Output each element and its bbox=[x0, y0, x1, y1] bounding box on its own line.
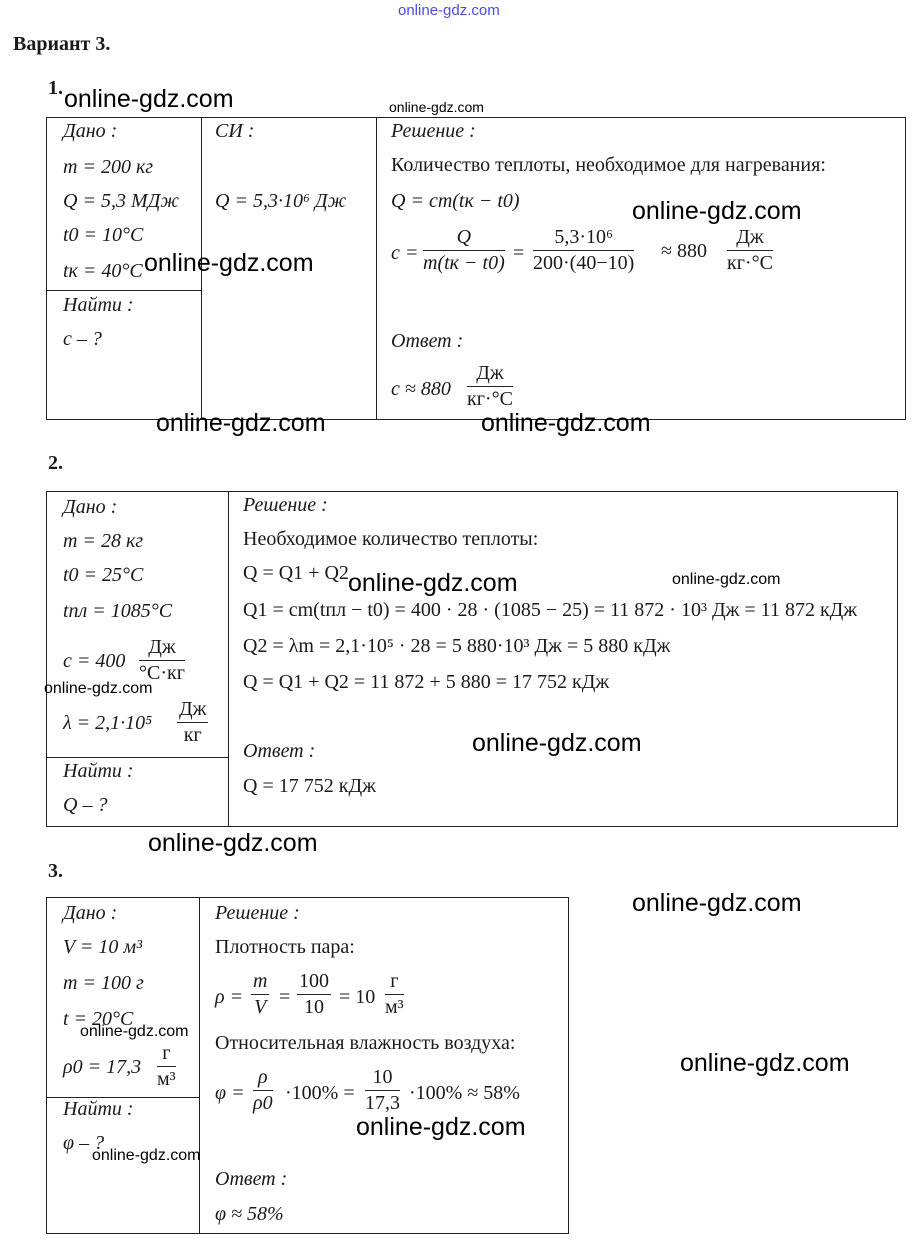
p1-calc-frac2-den: 200·(40−10) bbox=[533, 252, 635, 274]
p3-find: φ – ? bbox=[63, 1132, 105, 1154]
p3-density-frac2-num: 100 bbox=[297, 970, 331, 995]
watermark: online-gdz.com bbox=[481, 409, 651, 437]
p2-answer: Q = 17 752 кДж bbox=[243, 775, 376, 797]
p2-given-tpl: tпл = 1085°C bbox=[63, 600, 173, 622]
watermark: online-gdz.com bbox=[156, 409, 326, 437]
p3-unit-rho0-den: м³ bbox=[157, 1068, 176, 1090]
p1-unit-fraction bbox=[727, 226, 773, 275]
p3-solution-label: Решение : bbox=[215, 902, 300, 924]
p3-density-text: Плотность пара: bbox=[215, 936, 355, 958]
p2-unit-c-den: °C·кг bbox=[139, 662, 185, 684]
p3-density-frac-2 bbox=[297, 970, 331, 1019]
p3-humidity-frac2-den: 17,3 bbox=[365, 1092, 400, 1114]
p2-unit-c bbox=[139, 636, 185, 685]
p1-answer: c ≈ 880 bbox=[391, 378, 451, 400]
p3-humidity-text: Относительная влажность воздуха: bbox=[215, 1032, 516, 1054]
p3-given-rho0: ρ0 = 17,3 bbox=[63, 1056, 142, 1078]
p3-humidity-lhs: φ = bbox=[215, 1082, 245, 1104]
p2-solution-label: Решение : bbox=[243, 494, 328, 516]
p3-humidity-frac1-num: ρ bbox=[253, 1066, 273, 1091]
p3-answer-label: Ответ : bbox=[215, 1168, 288, 1190]
watermark: online-gdz.com bbox=[148, 829, 318, 857]
p2-given-t0: t0 = 25°C bbox=[63, 564, 144, 586]
p2-line-4: Q = Q1 + Q2 = 11 872 + 5 880 = 17 752 кДж bbox=[243, 671, 610, 693]
p3-density-frac1-num: m bbox=[251, 970, 269, 995]
p3-find-label: Найти : bbox=[63, 1098, 134, 1120]
watermark: online-gdz.com bbox=[92, 1147, 201, 1164]
p1-formula: Q = cm(tк − t0) bbox=[391, 190, 520, 212]
p3-given-mass: m = 100 г bbox=[63, 972, 144, 994]
watermark: online-gdz.com bbox=[632, 889, 802, 917]
p3-humidity-mid: ·100% = bbox=[285, 1082, 355, 1104]
p3-unit-rho0-num: г bbox=[157, 1042, 176, 1067]
p3-density-unit-den: м³ bbox=[385, 996, 404, 1018]
p2-find: Q – ? bbox=[63, 794, 108, 816]
watermark: online-gdz.com bbox=[472, 729, 642, 757]
p2-unit-l-den: кг bbox=[183, 724, 202, 746]
watermark: online-gdz.com bbox=[144, 249, 314, 277]
p1-calc-frac1-den: m(tк − t0) bbox=[423, 252, 505, 274]
p3-unit-rho0 bbox=[157, 1042, 176, 1091]
p1-answer-label: Ответ : bbox=[391, 330, 464, 352]
p3-equals-sign: = bbox=[279, 986, 291, 1008]
p3-given-temp: t = 20°C bbox=[63, 1008, 134, 1030]
p3-humidity-frac-2 bbox=[365, 1066, 400, 1115]
p1-calc-frac1-num: Q bbox=[423, 226, 505, 251]
p2-given-c: c = 400 bbox=[63, 650, 126, 672]
p2-find-label: Найти : bbox=[63, 760, 134, 782]
p2-given-mass: m = 28 кг bbox=[63, 530, 144, 552]
p1-calc-fraction-2 bbox=[533, 226, 634, 275]
p3-answer: φ ≈ 58% bbox=[215, 1203, 284, 1225]
p1-solution-text: Количество теплоты, необходимое для нагревания: bbox=[391, 154, 826, 176]
p3-density-result: = 10 bbox=[339, 986, 376, 1008]
watermark: online-gdz.com bbox=[356, 1113, 526, 1141]
p1-answer-unit bbox=[467, 362, 513, 411]
p3-humidity-frac-1 bbox=[253, 1066, 273, 1115]
p3-given-label: Дано : bbox=[63, 902, 118, 924]
p3-density-frac1-den: V bbox=[254, 996, 267, 1018]
watermark: online-gdz.com bbox=[680, 1049, 850, 1077]
p2-line-2: Q1 = cm(tпл − t0) = 400 · 28 · (1085 − 25) = 11 872 · 10³ Дж = 11 872 кДж bbox=[243, 599, 858, 621]
p1-unit-num: Дж bbox=[727, 226, 773, 251]
p1-given-mass: m = 200 кг bbox=[63, 156, 154, 178]
watermark: online-gdz.com bbox=[389, 99, 484, 115]
p1-given-t0: t0 = 10°C bbox=[63, 224, 144, 246]
p2-line-3: Q2 = λm = 2,1·10⁵ · 28 = 5 880·10³ Дж = 5 880 кДж bbox=[243, 635, 671, 657]
p1-calc-fraction-1 bbox=[423, 226, 505, 275]
p3-density-unit bbox=[385, 970, 404, 1019]
p3-density-frac2-den: 10 bbox=[304, 996, 324, 1018]
p2-unit-c-num: Дж bbox=[139, 636, 185, 661]
p2-unit-lambda bbox=[177, 698, 208, 747]
p3-density-unit-num: г bbox=[385, 970, 404, 995]
p2-line-1: Q = Q1 + Q2 bbox=[243, 562, 349, 584]
p1-calc-result: ≈ 880 bbox=[661, 240, 707, 262]
p1-answer-unit-den: кг·°C bbox=[467, 388, 513, 410]
p3-given-volume: V = 10 м³ bbox=[63, 936, 143, 958]
p2-answer-label: Ответ : bbox=[243, 740, 316, 762]
p1-solution-label: Решение : bbox=[391, 120, 476, 142]
p1-calc-frac2-num: 5,3·10⁶ bbox=[533, 226, 634, 251]
watermark: online-gdz.com bbox=[80, 1023, 189, 1040]
p2-given-label: Дано : bbox=[63, 496, 118, 518]
p1-si-label: СИ : bbox=[215, 120, 255, 142]
problem-1-number: 1. bbox=[48, 77, 63, 99]
p1-calc-lhs: c = bbox=[391, 242, 419, 264]
p3-humidity-result: ·100% ≈ 58% bbox=[409, 1082, 520, 1104]
p2-solution-text: Необходимое количество теплоты: bbox=[243, 528, 539, 550]
p1-find-label: Найти : bbox=[63, 294, 134, 316]
p2-unit-l-num: Дж bbox=[177, 698, 208, 723]
p3-humidity-frac1-den: ρ0 bbox=[253, 1092, 273, 1114]
watermark: online-gdz.com bbox=[632, 197, 802, 225]
header-watermark: online-gdz.com bbox=[398, 2, 500, 19]
watermark: online-gdz.com bbox=[672, 571, 781, 588]
page-title: Вариант 3. bbox=[13, 33, 111, 55]
watermark: online-gdz.com bbox=[64, 85, 234, 113]
problem-2-table bbox=[46, 491, 898, 827]
problem-3-table bbox=[46, 897, 569, 1234]
p1-given-tk: tк = 40°C bbox=[63, 260, 143, 282]
p2-given-lambda: λ = 2,1·10⁵ bbox=[63, 712, 153, 734]
watermark: online-gdz.com bbox=[348, 569, 518, 597]
p1-unit-den: кг·°C bbox=[727, 252, 773, 274]
p1-equals-sign: = bbox=[513, 242, 525, 264]
problem-2-number: 2. bbox=[48, 452, 63, 474]
problem-3-number: 3. bbox=[48, 860, 63, 882]
p3-density-frac-1 bbox=[251, 970, 269, 1019]
p1-answer-unit-num: Дж bbox=[467, 362, 513, 387]
p1-given-heat: Q = 5,3 МДж bbox=[63, 190, 179, 212]
p1-si-value: Q = 5,3·10⁶ Дж bbox=[215, 190, 347, 212]
watermark: online-gdz.com bbox=[44, 680, 153, 697]
p3-density-lhs: ρ = bbox=[215, 986, 244, 1008]
p3-humidity-frac2-num: 10 bbox=[365, 1066, 400, 1091]
p1-find: c – ? bbox=[63, 328, 102, 350]
p1-given-label: Дано : bbox=[63, 120, 118, 142]
